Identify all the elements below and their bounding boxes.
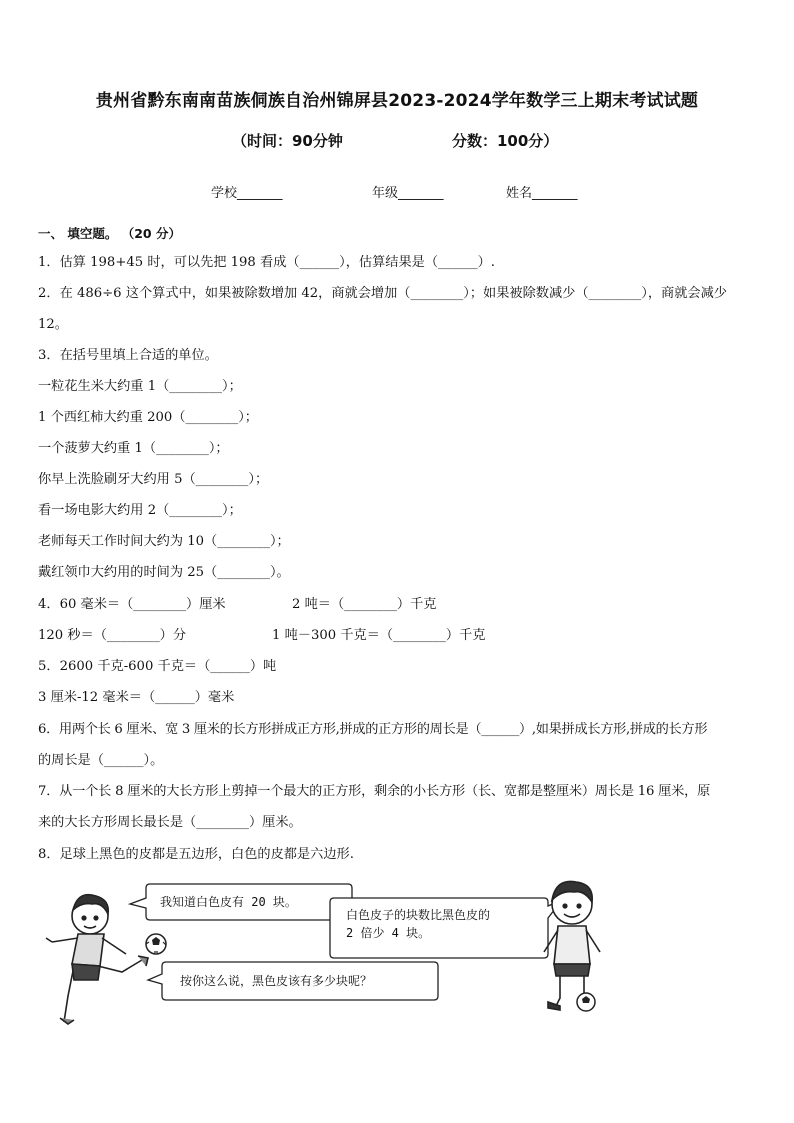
question-3-item: 看一场电影大约用 2（________）； [38,503,242,518]
soccer-ball-icon [146,934,166,954]
section-heading: 一、 填空题。 （20 分） [38,226,181,241]
question-1: 1．估算 198+45 时，可以先把 198 看成（______），估算结果是（______）. [38,255,495,270]
soccer-illustration [38,872,768,1032]
question-3-item: 你早上洗脸刷牙大约用 5（________）； [38,472,269,487]
question-2-line-1: 2．在 486÷6 这个算式中，如果被除数增加 42，商就会增加（________）；如果被除数减少（________），商就会减少 [38,286,727,301]
school-field: 学校_______ [211,186,283,201]
question-3-item: 一个菠萝大约重 1（________）； [38,441,229,456]
question-4-item: 2 吨＝（________）千克 [292,597,437,612]
page-title: 贵州省黔东南南苗族侗族自治州锦屏县2023-2024学年数学三上期末考试试题 [95,91,699,111]
speech-bubble-1-text: 我知道白色皮有 20 块。 [160,895,297,909]
soccer-ball-icon [577,993,595,1011]
question-5-item: 3 厘米-12 毫米＝（______）毫米 [38,690,235,705]
question-3-item: 一粒花生米大约重 1（________）； [38,379,242,394]
speech-bubble-2-line-1: 白色皮子的块数比黑色皮的 [346,908,491,922]
exam-time: （时间：90分钟 [232,132,343,150]
question-6-line-1: 6．用两个长 6 厘米、宽 3 厘米的长方形拼成正方形,拼成的正方形的周长是（______）,如果拼成长方形,拼成的长方形 [38,722,708,737]
name-field: 姓名_______ [506,186,578,201]
question-7-line-1: 7．从一个长 8 厘米的大长方形上剪掉一个最大的正方形，剩余的小长方形（长、宽都是整厘米）周长是 16 厘米，原 [38,784,711,799]
question-6-line-2: 的周长是（______）。 [38,753,164,768]
question-4-item: 120 秒＝（________）分 [38,628,187,643]
question-4-item: 4．60 毫米＝（________）厘米 [38,597,226,612]
speech-bubble-3-text: 按你这么说，黑色皮该有多少块呢？ [180,974,373,988]
exam-score: 分数：100分） [452,132,559,150]
speech-bubble-2-line-2: 2 倍少 4 块。 [346,926,431,940]
question-3-item: 老师每天工作时间大约为 10（________）； [38,534,290,549]
right-boy-figure [544,881,600,1010]
question-7-line-2: 来的大长方形周长最长是（________）厘米。 [38,815,302,830]
left-boy-figure [46,895,148,1024]
question-3-item: 戴红领巾大约用的时间为 25（________）。 [38,565,290,580]
question-8: 8．足球上黑色的皮都是五边形，白色的皮都是六边形. [38,847,354,862]
question-3: 3．在括号里填上合适的单位。 [38,348,218,363]
question-2-line-2: 12。 [38,317,68,332]
question-3-item: 1 个西红柿大约重 200（________）； [38,410,258,425]
question-4-item: 1 吨－300 千克＝（________）千克 [272,628,486,643]
grade-field: 年级_______ [372,186,444,201]
question-5-item: 5．2600 千克-600 千克＝（______）吨 [38,659,277,674]
